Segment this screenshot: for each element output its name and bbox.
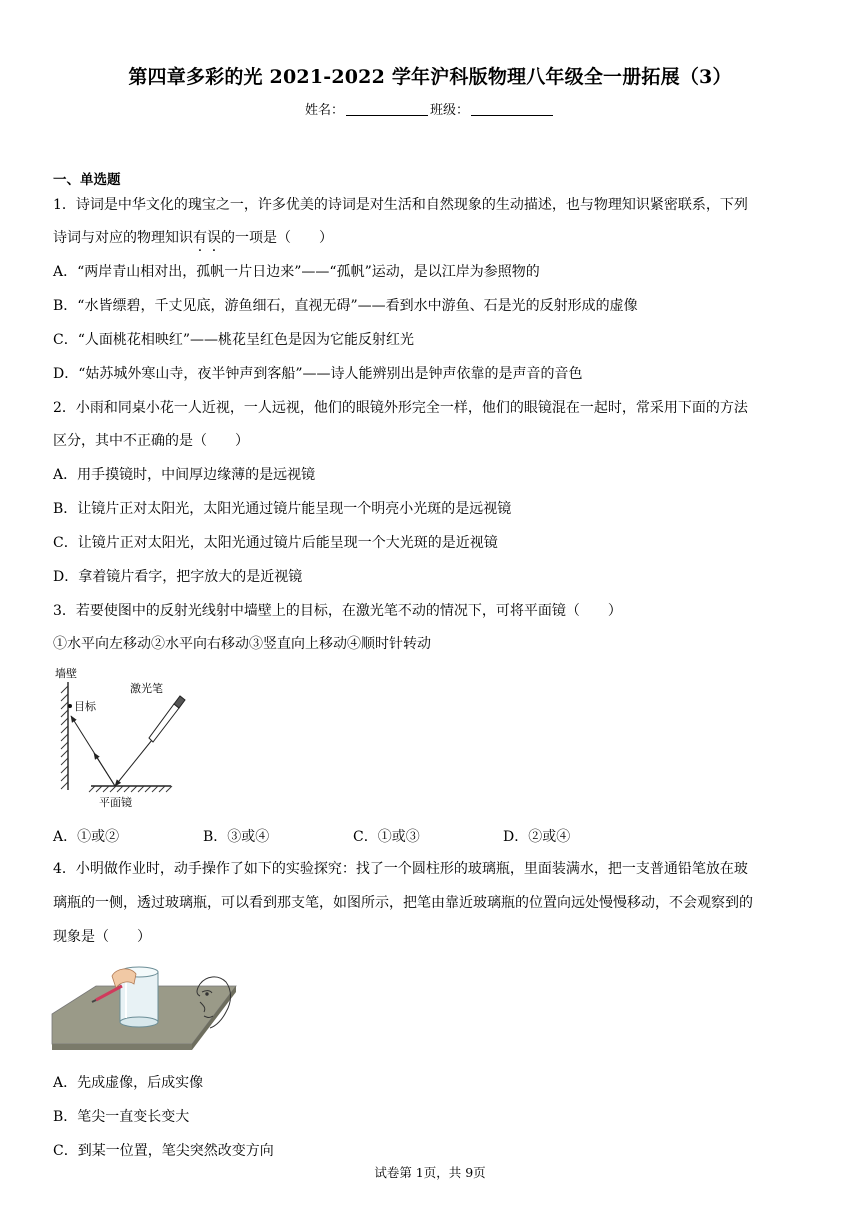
name-class-line: [0, 99, 860, 118]
q3-stem-line1: 3．若要使图中的反射光线射中墙壁上的目标，在激光笔不动的情况下，可将平面镜（ ）: [53, 603, 622, 619]
reflected-ray-arrow: [94, 753, 115, 786]
name-blank[interactable]: [346, 103, 428, 116]
q2-option-c[interactable]: C．让镜片正对太阳光，太阳光通过镜片后能呈现一个大光斑的是近视镜: [53, 535, 498, 551]
q1-stem-pre: 诗词与对应的物理知识: [53, 230, 193, 246]
q4-stem-line1: 4．小明做作业时，动手操作了如下的实验探究：找了一个圆柱形的玻璃瓶，里面装满水，把一支普通铅笔放在玻: [53, 861, 748, 877]
q1-option-d[interactable]: D．“姑苏城外寒山寺，夜半钟声到客船”——诗人能辨别出是钟声依靠的是声音的音色: [53, 366, 583, 382]
laser-pen-icon: [149, 696, 185, 742]
laser-label: 激光笔: [130, 682, 163, 695]
q4-option-a[interactable]: A．先成虚像，后成实像: [53, 1075, 204, 1091]
mirror-label: 平面镜: [99, 796, 132, 809]
name-label: 姓名：: [304, 103, 344, 118]
q4-stem-line3: 现象是（ ）: [53, 929, 151, 945]
target-label: 目标: [74, 700, 96, 713]
q2-option-b[interactable]: B．让镜片正对太阳光，太阳光通过镜片能呈现一个明亮小光斑的是远视镜: [53, 501, 512, 517]
wall-label: 墙壁: [55, 667, 77, 680]
q3-option-d[interactable]: D．②或④: [503, 829, 571, 845]
q1-emphasis-2: 误: [207, 230, 221, 246]
q4-option-c[interactable]: C．到某一位置，笔尖突然改变方向: [53, 1143, 274, 1159]
class-label: 班级：: [430, 103, 470, 118]
page-title: 第四章多彩的光 2021-2022 学年沪科版物理八年级全一册拓展（3）: [128, 66, 732, 88]
q3-options: [53, 826, 753, 846]
class-blank[interactable]: [471, 103, 553, 116]
q1-stem-line2: [53, 229, 333, 247]
q1-stem-post: 的一项是（ ）: [221, 230, 333, 246]
q4-option-b[interactable]: B．笔尖一直变长变大: [53, 1109, 190, 1125]
q1-emphasis-1: 有: [193, 230, 207, 246]
q3-option-c[interactable]: C．①或③: [353, 829, 420, 845]
wall-hatching: [61, 686, 68, 789]
section-heading: 一、单选题: [53, 172, 121, 188]
q3-stem-line2: ①水平向左移动②水平向右移动③竖直向上移动④顺时针转动: [53, 636, 431, 652]
glass-bottle-figure: [50, 962, 240, 1054]
q3-option-a[interactable]: A．①或②: [53, 829, 120, 845]
mirror-laser-figure: [53, 664, 203, 812]
q3-option-b[interactable]: B．③或④: [203, 829, 270, 845]
q1-stem-line1: 1．诗词是中华文化的瑰宝之一，许多优美的诗词是对生活和自然现象的生动描述，也与物理知识紧密联系，下列: [53, 197, 748, 213]
q2-stem-line1: 2．小雨和同桌小花一人近视，一人远视，他们的眼镜外形完全一样，他们的眼镜混在一起时，常采用下面的方法: [53, 400, 748, 416]
q2-stem-line2: 区分，其中不正确的是（ ）: [53, 433, 249, 449]
q2-option-d[interactable]: D．拿着镜片看字，把字放大的是近视镜: [53, 569, 303, 585]
q4-stem-line2: 璃瓶的一侧，透过玻璃瓶，可以看到那支笔，如图所示，把笔由靠近玻璃瓶的位置向远处慢慢移动，不会观察到的: [53, 895, 753, 911]
q1-option-b[interactable]: B．“水皆缥碧，千丈见底，游鱼细石，直视无碍”——看到水中游鱼、石是光的反射形成的虚像: [53, 298, 638, 314]
incident-ray: [115, 740, 152, 786]
q1-option-a[interactable]: A．“两岸青山相对出，孤帆一片日边来”——“孤帆”运动，是以江岸为参照物的: [53, 264, 540, 280]
q1-option-c[interactable]: C．“人面桃花相映红”——桃花呈红色是因为它能反射红光: [53, 332, 415, 348]
page-footer: 试卷第 1页，共 9页: [374, 1165, 486, 1180]
mirror-hatching: [89, 786, 172, 792]
q2-option-a[interactable]: A．用手摸镜时，中间厚边缘薄的是远视镜: [53, 467, 316, 483]
target-dot: [68, 704, 72, 708]
